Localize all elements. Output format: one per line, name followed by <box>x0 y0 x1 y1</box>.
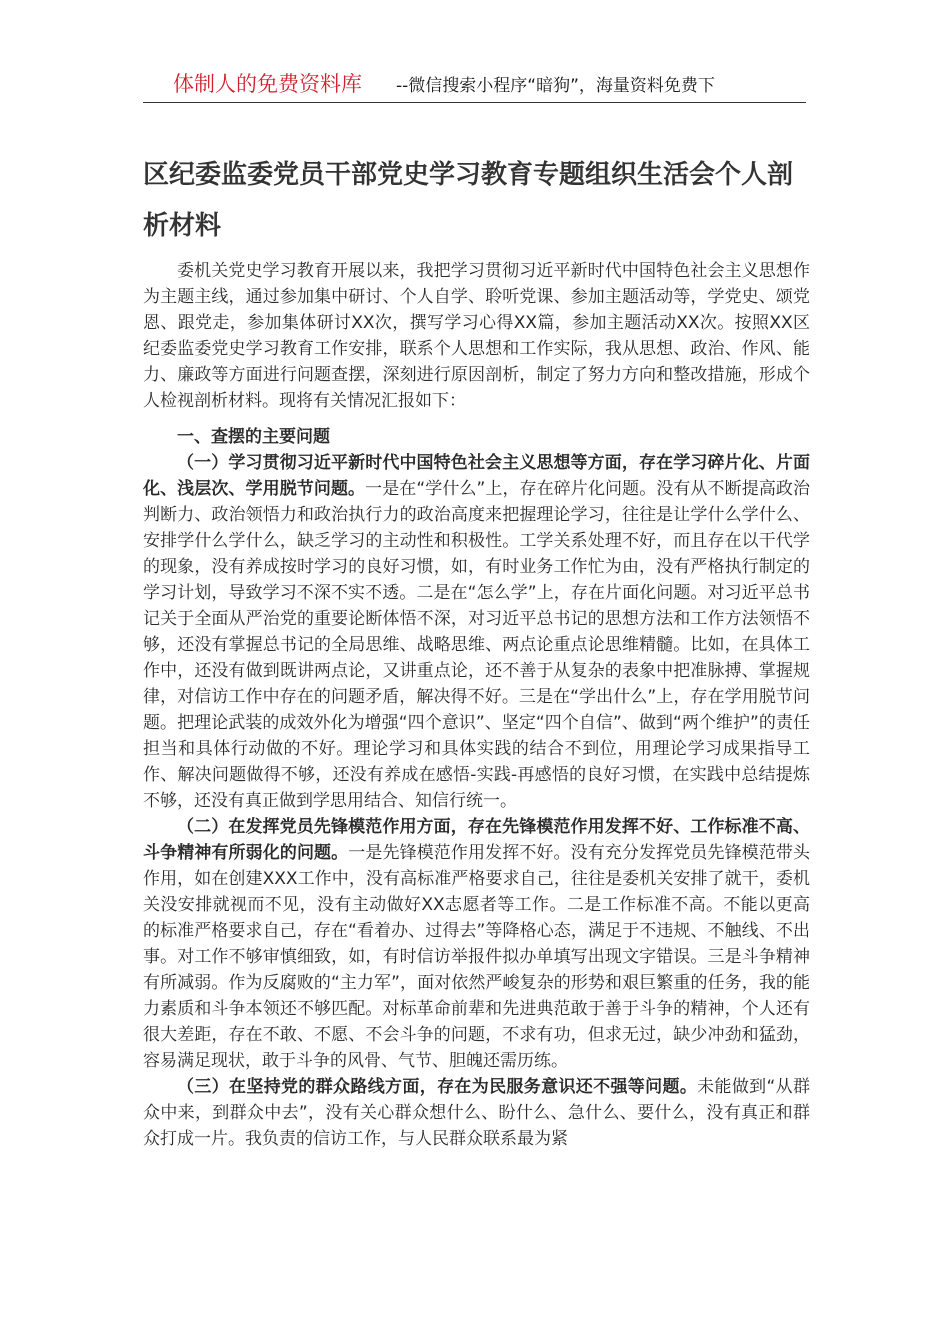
header-tagline: --微信搜索小程序“暗狗”，海量资料免费下 <box>396 76 715 96</box>
issue-lead-3: （三）在坚持党的群众路线方面，存在为民服务意识还不强等问题。 <box>177 1077 698 1097</box>
section-heading: 一、查摆的主要问题 <box>177 427 330 447</box>
header-brand: 体制人的免费资料库 <box>173 72 362 96</box>
issue-body-1: 一是在“学什么”上，存在碎片化问题。没有从不断提高政治判断力、政治领悟力和政治执行力的政治高度来把握理论学习，往往是让学什么学什么、安排学什么学什么，缺乏学习的主动性和积极性。工学关系处理不好，而且存在以干代学的现象，没有养成按时学习的良好习惯，如，有时业务工作忙为由，没有严格执行制定的学习计划，导致学习不深不实不透。二是在“怎么学”上，存在片面化问题。对习近平总书记关于全面从严治党的重要论断体悟不深，对习近平总书记的思想方法和工作方法领悟不够，还没有掌握总书记的全局思维、战略思维、两点论重点论思维精髓。比如，在具体工作中，还没有做到既讲两点论，又讲重点论，还不善于从复杂的表象中把准脉搏、掌握规律，对信访工作中存在的问题矛盾，解决得不好。三是在“学出什么”上，存在学用脱节问题。把理论武装的成效外化为增强“四个意识”、坚定“四个自信”、做到“两个维护”的责任担当和具体行动做的不好。理论学习和具体实践的结合不到位，用理论学习成果指导工作、解决问题做得不够，还没有养成在感悟-实践-再感悟的良好习惯，在实践中总结提炼不够，还没有真正做到学思用结合、知信行统一。 <box>143 479 810 811</box>
issue-body-2: 一是先锋模范作用发挥不好。没有充分发挥党员先锋模范带头作用，如在创建XXX工作中，没有高标准严格要求自己，往往是委机关安排了就干，委机关没安排就视而不见，没有主动做好XX志愿者等工作。二是工作标准不高。不能以更高的标准严格要求自己，存在“看着办、过得去”等降格心态，满足于不违规、不触线、不出事。对工作不够审慎细致，如，有时信访举报件拟办单填写出现文字错误。三是斗争精神有所减弱。作为反腐败的“主力军”，面对依然严峻复杂的形势和艰巨繁重的任务，我的能力素质和斗争本领还不够匹配。对标革命前辈和先进典范敢于善于斗争的精神，个人还有很大差距，存在不敢、不愿、不会斗争的问题，不求有功，但求无过，缺少冲劲和猛劲，容易满足现状，敢于斗争的风骨、气节、胆魄还需历练。 <box>143 843 811 1071</box>
issue-lead-1: （一）学习贯彻习近平新时代中国特色社会主义思想等方面，存在学习碎片化、片面化、浅层次、学用脱节问题。 <box>143 453 810 499</box>
issue-paragraph-1 <box>143 450 810 814</box>
issue-paragraph-3 <box>143 1074 810 1152</box>
document-body <box>143 258 810 1152</box>
intro-paragraph: 委机关党史学习教育开展以来，我把学习贯彻习近平新时代中国特色社会主义思想作为主题主线，通过参加集中研讨、个人自学、聆听党课、参加主题活动等，学党史、颂党恩、跟党走，参加集体研讨XX次，撰写学习心得XX篇，参加主题活动XX次。按照XX区纪委监委党史学习教育工作安排，联系个人思想和工作实际，我从思想、政治、作风、能力、廉政等方面进行问题查摆，深刻进行原因剖析，制定了努力方向和整改措施，形成个人检视剖析材料。现将有关情况汇报如下： <box>143 261 810 411</box>
issue-paragraph-2 <box>143 814 810 1074</box>
issue-body-3: 未能做到“从群众中来，到群众中去”，没有关心群众想什么、盼什么、急什么、要什么，没有真正和群众打成一片。我负责的信访工作，与人民群众联系最为紧 <box>143 1077 810 1149</box>
issue-lead-2: （二）在发挥党员先锋模范作用方面，存在先锋模范作用发挥不好、工作标准不高、斗争精神有所弱化的问题。 <box>143 817 810 863</box>
document-title: 区纪委监委党员干部党史学习教育专题组织生活会个人剖析材料 <box>143 160 794 241</box>
page-header <box>143 68 806 103</box>
